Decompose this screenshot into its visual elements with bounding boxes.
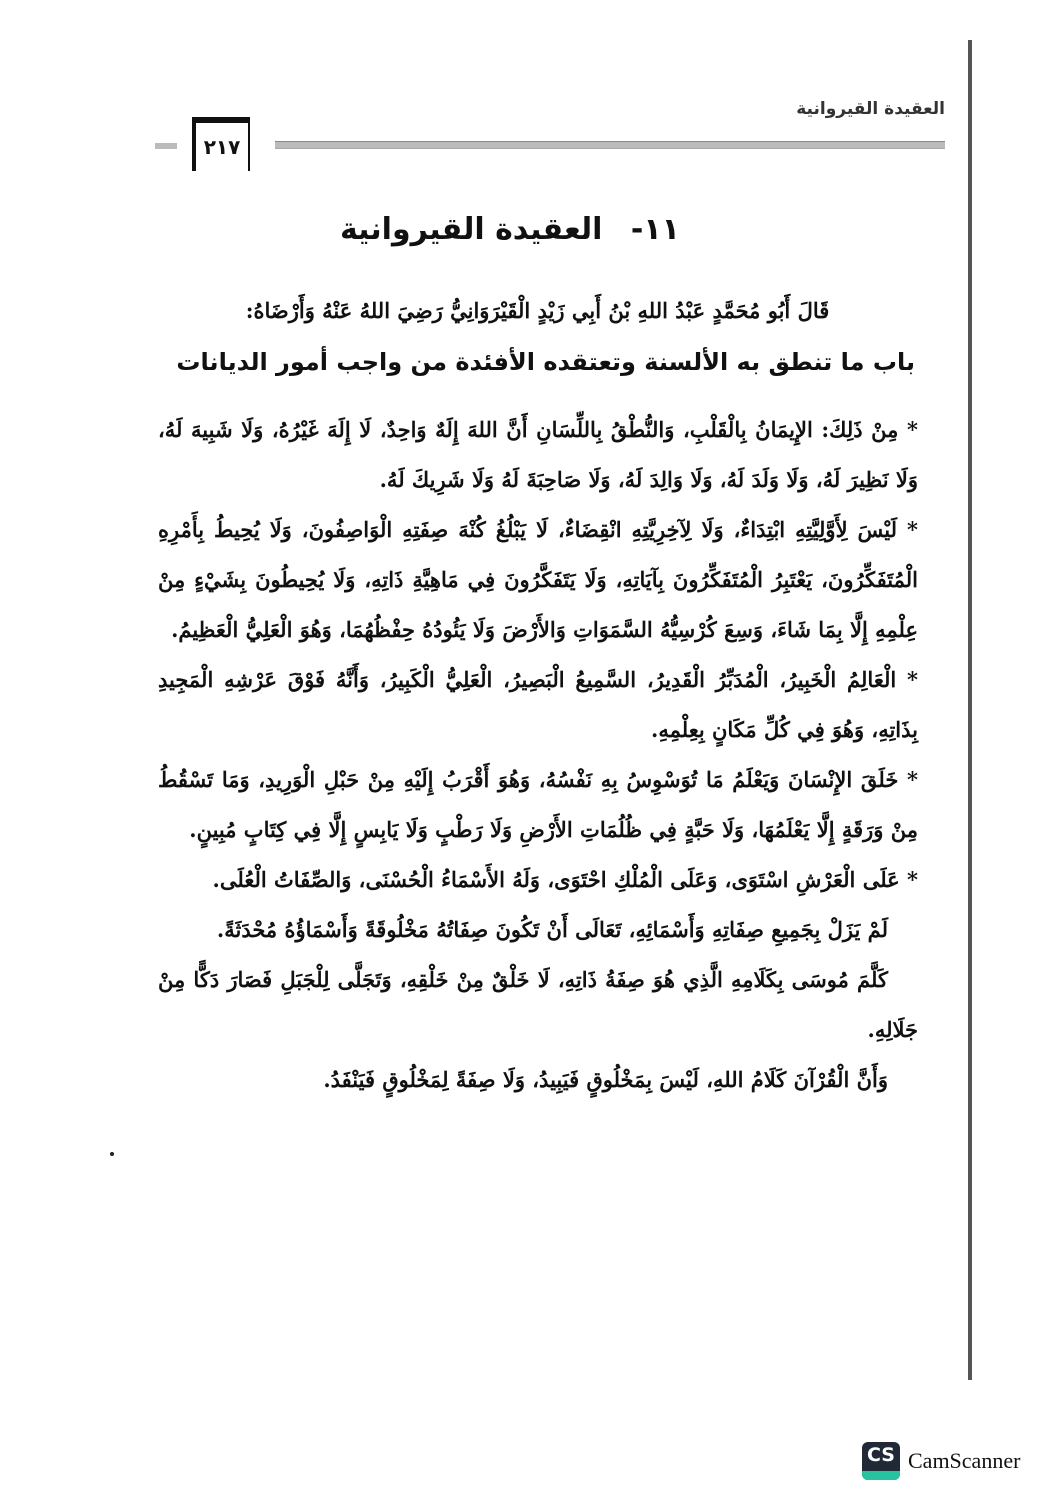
paragraph: وَأَنَّ الْقُرْآنَ كَلَامُ اللهِ، لَيْسَ بِمَخْلُوقٍ فَيَبِيدُ، وَلَا صِفَةً لِمَخْلُوقٍ فَيَنْفَدُ. [323,1067,888,1092]
paragraph: * الْعَالِمُ الْخَبِيرُ، الْمُدَبِّرُ الْقَدِيرُ، السَّمِيعُ الْبَصِيرُ، الْعَلِيُّ الْكَبِيرُ، وَأَنَّهُ فَوْقَ عَرْشِهِ الْمَجِيدِ بِذَاتِهِ، وَهُوَ فِي كُلِّ مَكَانٍ بِعِلْمِهِ. [158,667,918,742]
intro-line: قَالَ أَبُو مُحَمَّدٍ عَبْدُ اللهِ بْنُ أَبِي زَيْدٍ الْقَيْرَوَانِيُّ رَضِيَ اللهُ عَنْهُ وَأَرْضَاهُ: [245,298,830,323]
paragraph: * خَلَقَ الإِنْسَانَ وَيَعْلَمُ مَا تُوَسْوِسُ بِهِ نَفْسُهُ، وَهُوَ أَقْرَبُ إِلَيْهِ مِنْ حَبْلِ الْوَرِيدِ، وَمَا تَسْقُطُ مِنْ وَرَقَةٍ إِلَّا يَعْلَمُهَا، وَلَا حَبَّةٍ فِي ظُلُمَاتِ الأَرْضِ وَلَا رَطْبٍ وَلَا يَابِسٍ إِلَّا فِي كِتَابٍ مُبِينٍ. [158,767,918,842]
header-rule-left [155,143,177,149]
camscanner-name: CamScanner [908,1448,1021,1473]
camscanner-watermark [862,1442,1020,1480]
paragraph: * مِنْ ذَلِكَ: الإِيمَانُ بِالْقَلْبِ، وَالنُّطْقُ بِاللِّسَانِ أَنَّ اللهَ إِلَهٌ وَاحِدٌ، لَا إِلَهَ غَيْرُهُ، وَلَا شَبِيهَ لَهُ، وَلَا نَظِيرَ لَهُ، وَلَا وَلَدَ لَهُ، وَلَا وَالِدَ لَهُ، وَلَا صَاحِبَةَ لَهُ وَلَا شَرِيكَ لَهُ. [158,417,918,492]
header-rule [275,141,945,149]
paragraph: * لَيْسَ لِأَوَّلِيَّتِهِ ابْتِدَاءٌ، وَلَا لِآخِرِيَّتِهِ انْقِضَاءٌ، لَا يَبْلُغُ كُنْهَ صِفَتِهِ الْوَاصِفُونَ، وَلَا يُحِيطُ بِأَمْرِهِ الْمُتَفَكِّرُونَ، يَعْتَبِرُ الْمُتَفَكِّرُونَ بِآيَاتِهِ، وَلَا يَتَفَكَّرُونَ فِي مَاهِيَّةِ ذَاتِهِ، وَلَا يُحِيطُونَ بِشَيْءٍ مِنْ عِلْمِهِ إِلَّا بِمَا شَاءَ، وَسِعَ كُرْسِيُّهُ السَّمَوَاتِ وَالأَرْضَ وَلَا يَئُودُهُ حِفْظُهُمَا، وَهُوَ الْعَلِيُّ الْعَظِيمُ. [158,517,918,642]
paragraph: كَلَّمَ مُوسَى بِكَلَامِهِ الَّذِي هُوَ صِفَةُ ذَاتِهِ، لَا خَلْقٌ مِنْ خَلْقِهِ، وَتَجَلَّى لِلْجَبَلِ فَصَارَ دَكًّا مِنْ جَلَالِهِ. [158,967,918,1042]
section-number: ١١- [630,212,680,247]
page-edge-shadow [968,40,972,1210]
page-header [150,95,945,165]
paragraph: * عَلَى الْعَرْشِ اسْتَوَى، وَعَلَى الْمُلْكِ احْتَوَى، وَلَهُ الأَسْمَاءُ الْحُسْنَى، وَالصِّفَاتُ الْعُلَى. [212,867,918,892]
running-title: العقيدة القيروانية [796,99,945,119]
section-title-text: العقيدة القيروانية [339,212,603,247]
page-number: ٢١٧ [192,117,250,171]
section-title [180,212,680,247]
camscanner-logo-icon: CS [862,1442,900,1480]
chapter-heading: باب ما تنطق به الألسنة وتعتقده الأفئدة من واجب أمور الديانات [176,348,915,376]
paragraph: لَمْ يَزَلْ بِجَمِيعِ صِفَاتِهِ وَأَسْمَائِهِ، تَعَالَى أَنْ تَكُونَ صِفَاتُهُ مَخْلُوقَةً وَأَسْمَاؤُهُ مُحْدَثَةً. [216,917,888,942]
body-text [158,405,918,1105]
scan-speck [110,1152,114,1156]
page-edge-shadow-lower [968,1150,972,1380]
